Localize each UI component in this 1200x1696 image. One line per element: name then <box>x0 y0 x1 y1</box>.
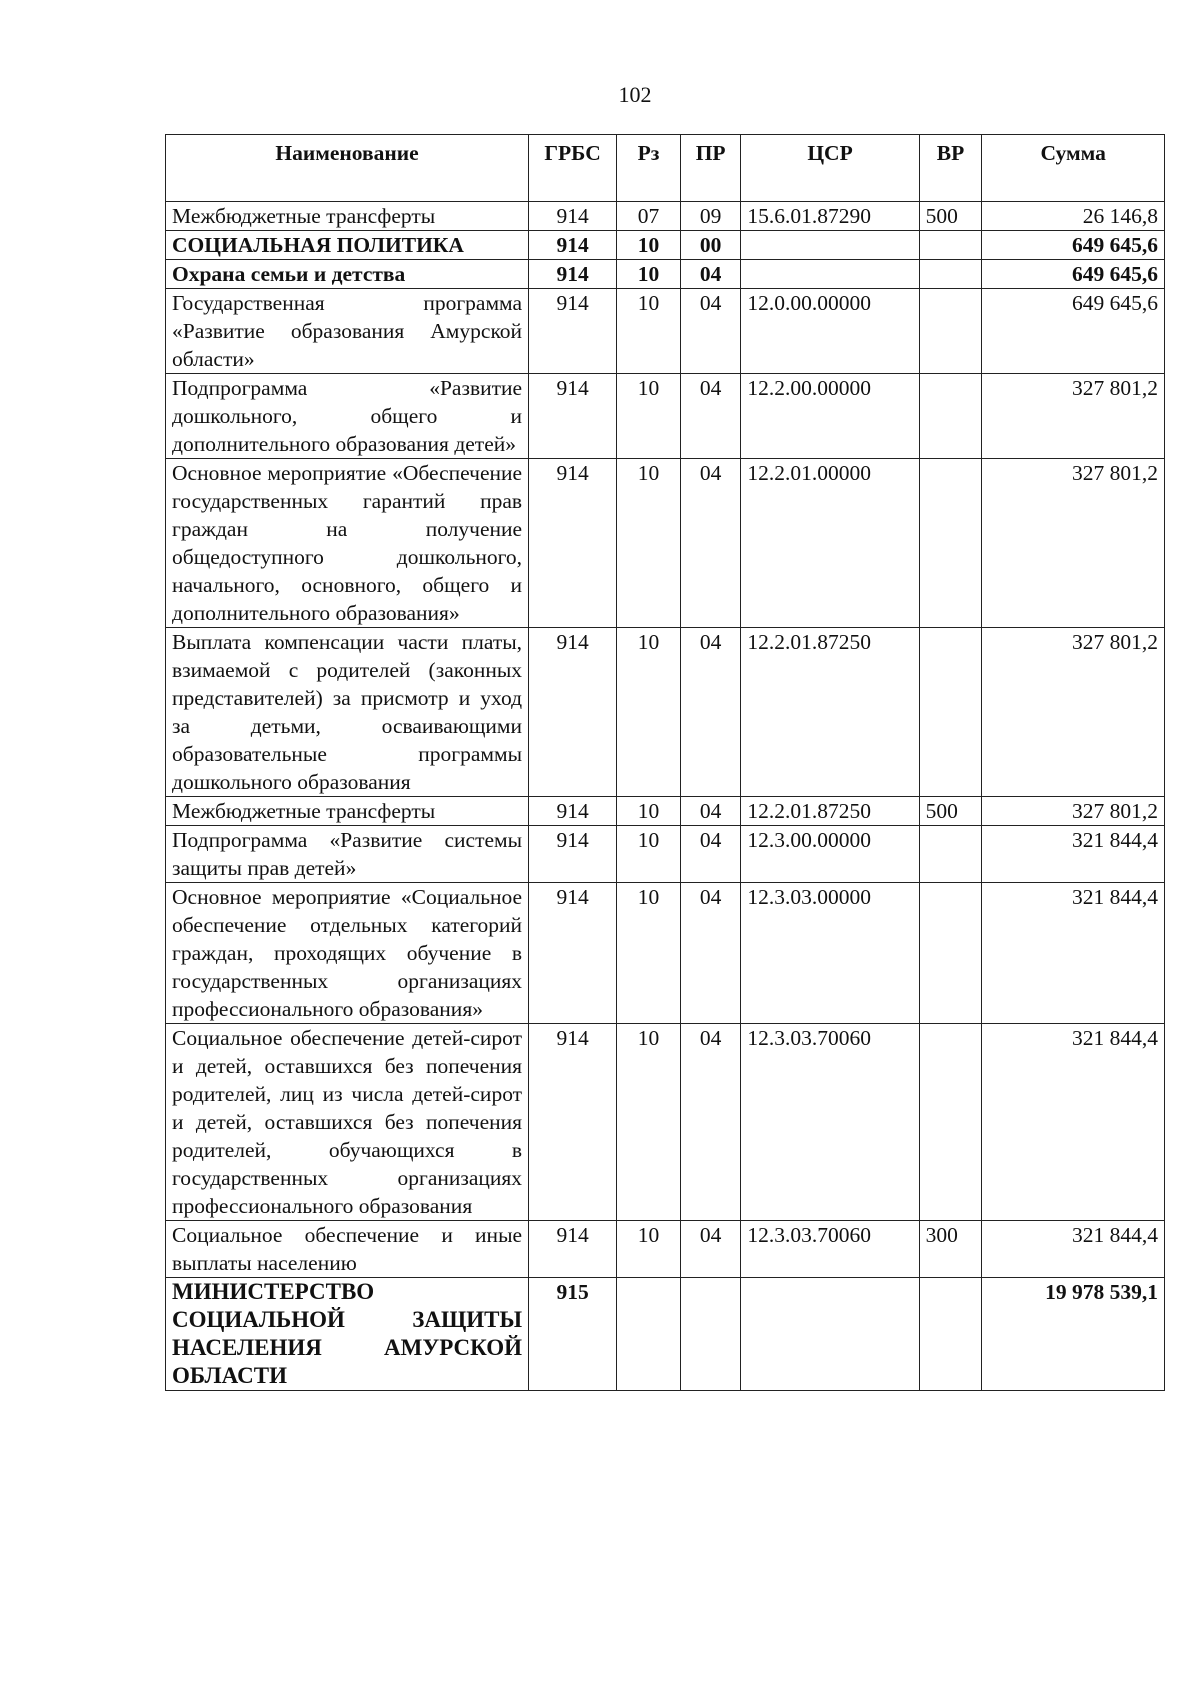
cell-rz: 10 <box>617 1024 681 1221</box>
cell-pr: 04 <box>680 826 741 883</box>
cell-name: Межбюджетные трансферты <box>166 797 529 826</box>
cell-sum: 649 645,6 <box>982 260 1165 289</box>
cell-vr <box>919 883 982 1024</box>
cell-rz: 10 <box>617 289 681 374</box>
cell-name: Межбюджетные трансферты <box>166 202 529 231</box>
header-sum: Сумма <box>982 135 1165 202</box>
cell-csr: 12.2.00.00000 <box>741 374 919 459</box>
cell-grbs: 914 <box>529 797 617 826</box>
cell-pr <box>680 1278 741 1391</box>
table-row <box>166 260 1165 289</box>
header-rz: Рз <box>617 135 681 202</box>
cell-grbs: 914 <box>529 231 617 260</box>
cell-grbs: 914 <box>529 260 617 289</box>
cell-vr: 500 <box>919 797 982 826</box>
cell-csr: 12.2.01.00000 <box>741 459 919 628</box>
header-name: Наименование <box>166 135 529 202</box>
cell-csr: 12.3.03.70060 <box>741 1221 919 1278</box>
cell-pr: 04 <box>680 797 741 826</box>
cell-sum: 26 146,8 <box>982 202 1165 231</box>
table-row <box>166 1221 1165 1278</box>
cell-csr: 12.2.01.87250 <box>741 797 919 826</box>
cell-pr: 04 <box>680 1221 741 1278</box>
cell-vr <box>919 459 982 628</box>
cell-vr: 500 <box>919 202 982 231</box>
cell-rz <box>617 1278 681 1391</box>
cell-vr <box>919 231 982 260</box>
header-grbs: ГРБС <box>529 135 617 202</box>
table-row <box>166 628 1165 797</box>
cell-name: Подпрограмма «Развитие дошкольного, общего и дополнительного образования детей» <box>166 374 529 459</box>
cell-name: Выплата компенсации части платы, взимаемой с родителей (законных представителей) за присмотр и уход за детьми, осваивающими образовательные программы дошкольного образования <box>166 628 529 797</box>
table-row <box>166 289 1165 374</box>
cell-pr: 00 <box>680 231 741 260</box>
cell-vr <box>919 1024 982 1221</box>
cell-sum: 327 801,2 <box>982 374 1165 459</box>
cell-sum: 321 844,4 <box>982 1221 1165 1278</box>
cell-csr: 12.3.03.00000 <box>741 883 919 1024</box>
cell-rz: 10 <box>617 374 681 459</box>
cell-sum: 321 844,4 <box>982 1024 1165 1221</box>
cell-grbs: 914 <box>529 883 617 1024</box>
cell-vr <box>919 289 982 374</box>
header-vr: ВР <box>919 135 982 202</box>
cell-name: Социальное обеспечение и иные выплаты населению <box>166 1221 529 1278</box>
cell-rz: 10 <box>617 459 681 628</box>
cell-name: Подпрограмма «Развитие системы защиты прав детей» <box>166 826 529 883</box>
cell-csr: 12.3.00.00000 <box>741 826 919 883</box>
cell-csr: 12.3.03.70060 <box>741 1024 919 1221</box>
cell-vr <box>919 374 982 459</box>
cell-sum: 327 801,2 <box>982 459 1165 628</box>
cell-name: МИНИСТЕРСТВО СОЦИАЛЬНОЙ ЗАЩИТЫ НАСЕЛЕНИЯ АМУРСКОЙ ОБЛАСТИ <box>166 1278 529 1391</box>
cell-grbs: 914 <box>529 374 617 459</box>
table-row <box>166 797 1165 826</box>
cell-pr: 04 <box>680 1024 741 1221</box>
cell-name: Государственная программа «Развитие образования Амурской области» <box>166 289 529 374</box>
cell-pr: 04 <box>680 374 741 459</box>
table-body <box>166 202 1165 1391</box>
cell-pr: 09 <box>680 202 741 231</box>
table-header-row <box>166 135 1165 202</box>
cell-grbs: 914 <box>529 289 617 374</box>
cell-name: Социальное обеспечение детей-сирот и детей, оставшихся без попечения родителей, лиц из числа детей-сирот и детей, оставшихся без попечения родителей, обучающихся в государственных организациях профессионального образования <box>166 1024 529 1221</box>
cell-vr <box>919 628 982 797</box>
cell-name: Основное мероприятие «Социальное обеспечение отдельных категорий граждан, проходящих обучение в государственных организациях профессионального образования» <box>166 883 529 1024</box>
cell-sum: 19 978 539,1 <box>982 1278 1165 1391</box>
cell-pr: 04 <box>680 289 741 374</box>
cell-rz: 10 <box>617 628 681 797</box>
cell-sum: 321 844,4 <box>982 826 1165 883</box>
budget-table <box>165 134 1165 1391</box>
cell-grbs: 914 <box>529 459 617 628</box>
cell-name: СОЦИАЛЬНАЯ ПОЛИТИКА <box>166 231 529 260</box>
table-row <box>166 202 1165 231</box>
table-row <box>166 374 1165 459</box>
cell-pr: 04 <box>680 260 741 289</box>
cell-pr: 04 <box>680 459 741 628</box>
cell-rz: 10 <box>617 826 681 883</box>
cell-rz: 10 <box>617 231 681 260</box>
table-row <box>166 826 1165 883</box>
cell-sum: 327 801,2 <box>982 628 1165 797</box>
cell-pr: 04 <box>680 628 741 797</box>
cell-name: Основное мероприятие «Обеспечение государственных гарантий прав граждан на получение общедоступного дошкольного, начального, основного, общего и дополнительного образования» <box>166 459 529 628</box>
cell-vr <box>919 826 982 883</box>
cell-csr <box>741 260 919 289</box>
cell-csr <box>741 231 919 260</box>
table-row <box>166 1278 1165 1391</box>
header-csr: ЦСР <box>741 135 919 202</box>
cell-grbs: 915 <box>529 1278 617 1391</box>
table-row <box>166 459 1165 628</box>
cell-vr: 300 <box>919 1221 982 1278</box>
cell-grbs: 914 <box>529 202 617 231</box>
cell-vr <box>919 1278 982 1391</box>
cell-grbs: 914 <box>529 826 617 883</box>
cell-rz: 10 <box>617 797 681 826</box>
cell-pr: 04 <box>680 883 741 1024</box>
page-number: 102 <box>618 82 652 107</box>
cell-sum: 327 801,2 <box>982 797 1165 826</box>
cell-vr <box>919 260 982 289</box>
table-row <box>166 1024 1165 1221</box>
cell-grbs: 914 <box>529 1221 617 1278</box>
cell-grbs: 914 <box>529 628 617 797</box>
table-row <box>166 231 1165 260</box>
cell-grbs: 914 <box>529 1024 617 1221</box>
cell-csr: 12.0.00.00000 <box>741 289 919 374</box>
cell-rz: 10 <box>617 1221 681 1278</box>
header-pr: ПР <box>680 135 741 202</box>
cell-csr: 15.6.01.87290 <box>741 202 919 231</box>
cell-rz: 10 <box>617 260 681 289</box>
cell-sum: 649 645,6 <box>982 289 1165 374</box>
cell-rz: 10 <box>617 883 681 1024</box>
cell-csr <box>741 1278 919 1391</box>
cell-sum: 649 645,6 <box>982 231 1165 260</box>
cell-rz: 07 <box>617 202 681 231</box>
cell-csr: 12.2.01.87250 <box>741 628 919 797</box>
cell-sum: 321 844,4 <box>982 883 1165 1024</box>
cell-name: Охрана семьи и детства <box>166 260 529 289</box>
table-row <box>166 883 1165 1024</box>
